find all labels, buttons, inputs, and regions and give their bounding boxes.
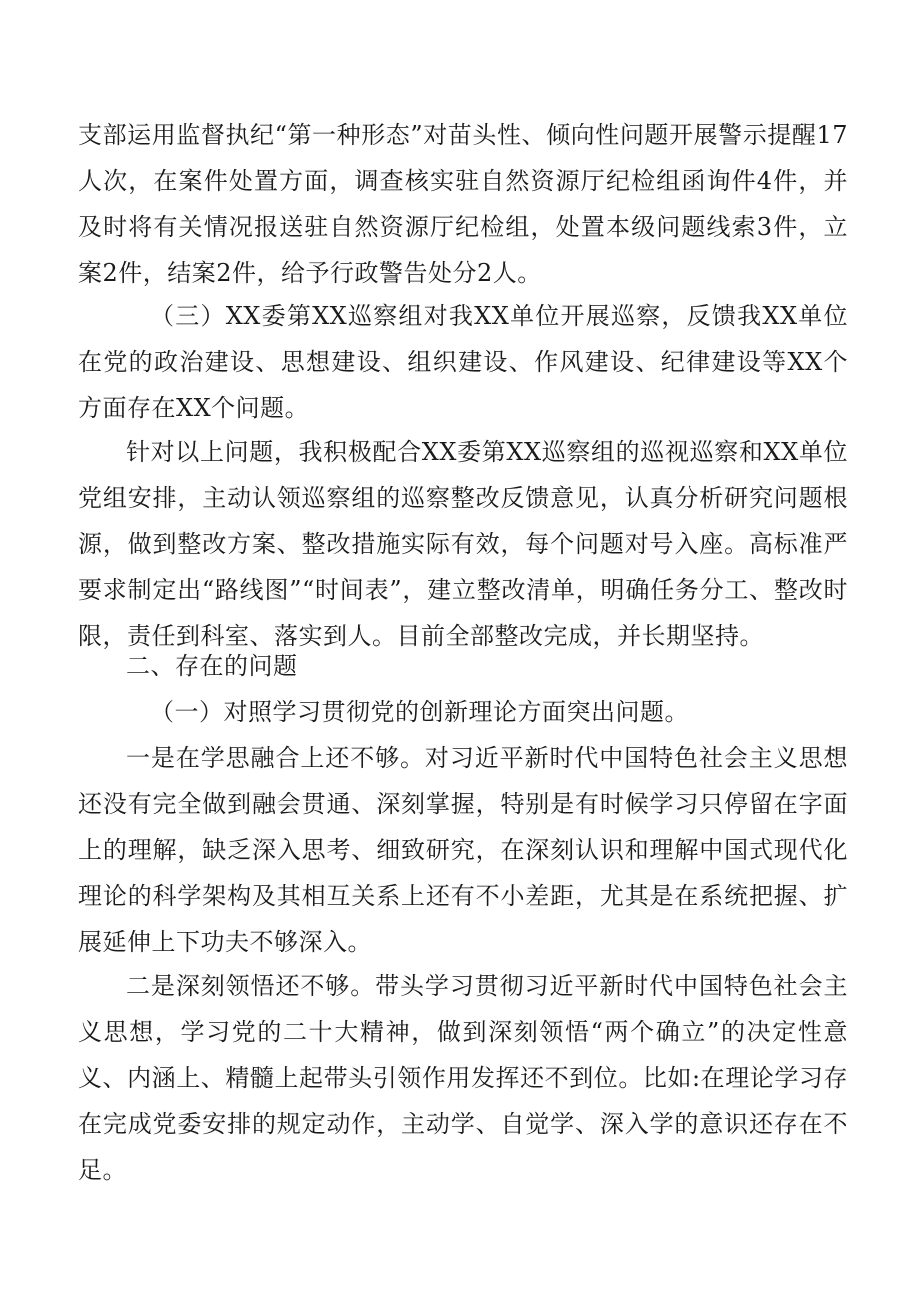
section-heading-existing-problems: 二、存在的问题 [126,652,298,680]
subsection-heading-theory-study: （一）对照学习贯彻党的创新理论方面突出问题。 [150,698,689,726]
paragraph-problem-one: 一是在学思融合上还不够。对习近平新时代中国特色社会主义思想还没有完全做到融会贯通、深刻掌握，特别是有时候学习只停留在字面上的理解，缺乏深入思考、细致研究，在深刻认识和理解中国式现代化理论的科学架构及其相互关系上还有不小差距，尤其是在系统把握、扩展延伸上下功夫不够深入。 [78,744,848,956]
paragraph-rectification: 针对以上问题，我积极配合XX委第XX巡察组的巡视巡察和XX单位党组安排，主动认领巡察组的巡察整改反馈意见，认真分析研究问题根源，做到整改方案、整改措施实际有效，每个问题对号入座。高标准严要求制定出“路线图”“时间表”，建立整改清单，明确任务分工、整改时限，责任到科室、落实到人。目前全部整改完成，并长期坚持。 [78,438,848,650]
paragraph-supervision-results: 支部运用监督执纪“第一种形态”对苗头性、倾向性问题开展警示提醒17人次，在案件处置方面，调查核实驻自然资源厅纪检组函询件4件，并及时将有关情况报送驻自然资源厅纪检组，处置本级问题线索3件，立案2件，结案2件，给予行政警告处分2人。 [78,121,848,287]
paragraph-inspection-feedback: （三）XX委第XX巡察组对我XX单位开展巡察，反馈我XX单位在党的政治建设、思想建设、组织建设、作风建设、纪律建设等XX个方面存在XX个问题。 [78,302,848,422]
paragraph-problem-two: 二是深刻领悟还不够。带头学习贯彻习近平新时代中国特色社会主义思想，学习党的二十大精神，做到深刻领悟“两个确立”的决定性意义、内涵上、精髓上起带头引领作用发挥还不到位。比如:在理论学习存在完成党委安排的规定动作，主动学、自觉学、深入学的意识还存在不足。 [78,972,848,1184]
